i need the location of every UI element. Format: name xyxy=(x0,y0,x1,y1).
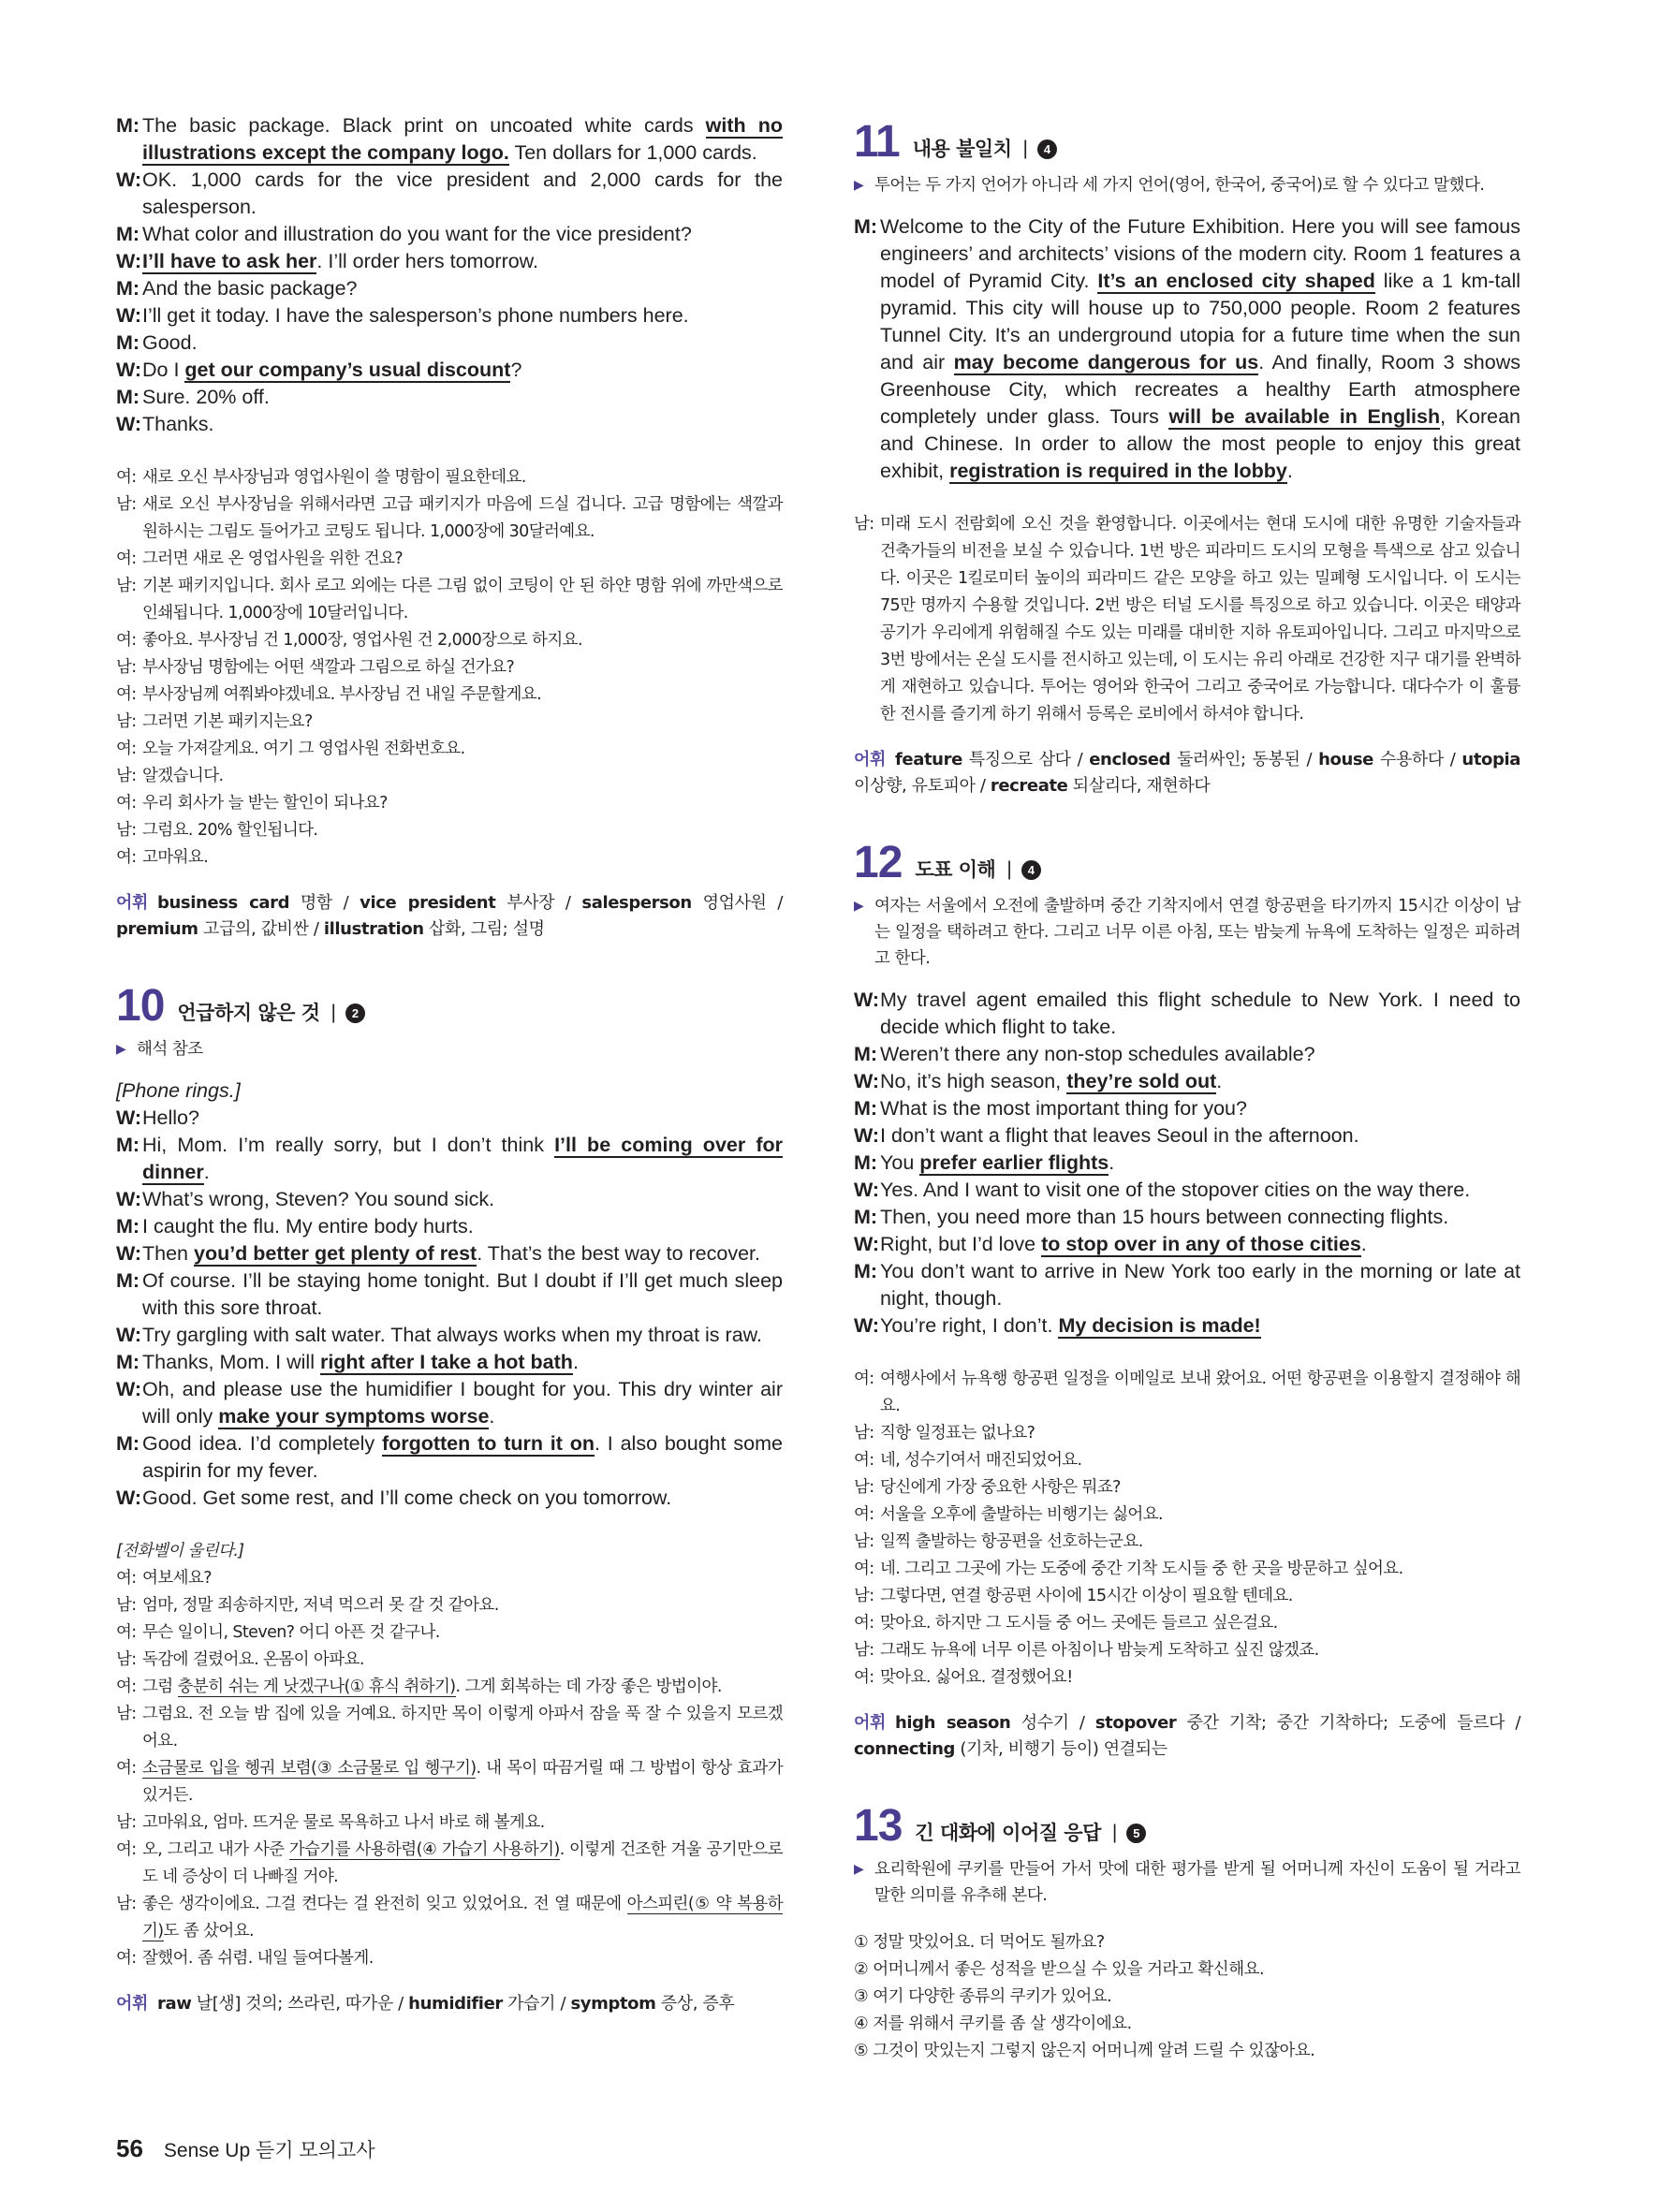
dialogue-line xyxy=(116,1105,783,1132)
line-text: What color and illustration do you want for the vice president? xyxy=(142,223,692,245)
divider: | xyxy=(330,1002,336,1023)
dialogue-line xyxy=(116,1322,783,1349)
option: ① 정말 맛있어요. 더 먹어도 될까요? xyxy=(854,1933,1105,1952)
speaker-label: 남: xyxy=(854,515,874,534)
translation-line xyxy=(854,1583,1520,1610)
speaker-label: M: xyxy=(854,215,878,238)
speaker-label: 여: xyxy=(854,1668,874,1687)
line-text: 그러면 새로 온 영업사원을 위한 건요? xyxy=(142,549,404,568)
line-text: 네. 그리고 그곳에 가는 도중에 중간 기착 도시들 중 한 곳을 방문하고 싶어요. xyxy=(880,1560,1403,1578)
speaker-label: 남: xyxy=(116,1705,137,1723)
speaker-label: W: xyxy=(116,168,142,191)
speaker-label: 남: xyxy=(854,1532,874,1551)
dialogue-line xyxy=(854,1122,1520,1150)
speaker-label: W: xyxy=(116,250,142,272)
dialogue-line xyxy=(116,1674,783,1701)
line-text: Then you’d better get plenty of rest. That’s the best way to recover. xyxy=(142,1242,760,1265)
right-column xyxy=(854,112,1520,2065)
q13-header xyxy=(854,1801,1520,1851)
line-text: Good idea. I’d completely forgotten to turn it on. I also bought some aspirin for my fever. xyxy=(142,1432,783,1482)
q12-header xyxy=(854,838,1520,887)
page-number: 56 xyxy=(116,2134,143,2162)
dialogue-line xyxy=(116,1809,783,1837)
line-text: What is the most important thing for you? xyxy=(880,1097,1247,1120)
line-text: You’re right, I don’t. My decision is made! xyxy=(880,1314,1261,1337)
speaker-label: M: xyxy=(116,1134,140,1156)
line-text: No, it’s high season, they’re sold out. xyxy=(880,1070,1223,1092)
line-text: 새로 오신 부사장님과 영업사원이 쓸 명함이 필요한데요. xyxy=(142,468,526,487)
option: ④ 저를 위해서 쿠키를 좀 살 생각이에요. xyxy=(854,2014,1132,2033)
dialogue-line xyxy=(854,1068,1520,1095)
translation-line xyxy=(116,654,783,681)
line-text: I don’t want a flight that leaves Seoul in the afternoon. xyxy=(880,1124,1359,1147)
speaker-label: M: xyxy=(854,1097,878,1120)
translation-line xyxy=(116,736,783,763)
dialogue-line xyxy=(116,1376,783,1430)
speaker-label: 여: xyxy=(116,1949,137,1968)
line-text: Of course. I’ll be staying home tonight. But I doubt if I’ll get much sleep with this sore throat. xyxy=(142,1269,783,1319)
dialogue-line xyxy=(116,1592,783,1619)
option: ③ 여기 다양한 종류의 쿠키가 있어요. xyxy=(854,1987,1112,2006)
translation-line xyxy=(116,790,783,817)
dialogue-line xyxy=(854,1177,1520,1204)
speaker-label: 남: xyxy=(116,821,137,840)
speaker-label: 여: xyxy=(116,848,137,867)
speaker-label: M: xyxy=(116,386,140,408)
line-text: I’ll get it today. I have the salesperson’s phone numbers here. xyxy=(142,304,689,327)
speaker-label: M: xyxy=(116,1432,140,1455)
q12-vocab: 어휘 high season 성수기 / stopover 중간 기착; 중간 기착하다; 도중에 들르다 / connecting (기차, 비행기 등이) 연결되는 xyxy=(854,1713,1521,1759)
line-text: What’s wrong, Steven? You sound sick. xyxy=(142,1188,495,1210)
line-text: 기본 패키지입니다. 회사 로고 외에는 다른 그림 없이 코팅이 안 된 하얀 명함 위에 까만색으로 인쇄됩니다. 1,000장에 10달러입니다. xyxy=(142,577,783,623)
speaker-label: W: xyxy=(116,1378,142,1400)
dialogue-line xyxy=(116,1267,783,1322)
line-text: Welcome to the City of the Future Exhibition. Here you will see famous engineers’ and architects’ visions of the modern city. Room 1 features a model of Pyramid City. It’s an enclosed city shaped like a 1 km-tall pyramid. This city will house up to 750,000 people. Room 2 features Tunnel City. It’s an underground utopia for a future time when the sun and air may become dangerous for us. And finally, Room 3 shows Greenhouse City, which recreates a healthy Earth atmosphere completely under glass. Tours will be available in English, Korean and Chinese. In order to allow the most people to enjoy this great exhibit, registration is required in the lobby. xyxy=(880,215,1521,482)
speaker-label: M: xyxy=(854,1043,878,1065)
q11-explanation: ▶ 투어는 두 가지 언어가 아니라 세 가지 언어(영어, 한국어, 중국어)로 할 수 있다고 말했다. xyxy=(854,172,1520,198)
line-text: Yes. And I want to visit one of the stopover cities on the way there. xyxy=(880,1179,1471,1201)
dialogue-line xyxy=(116,384,783,411)
question-title: 언급하지 않은 것 xyxy=(177,1002,320,1024)
question-number: 11 xyxy=(854,117,900,167)
line-text: 무슨 일이니, Steven? 어디 아픈 것 같구나. xyxy=(142,1623,440,1642)
speaker-label: 남: xyxy=(116,577,137,595)
dialogue-line xyxy=(854,1258,1520,1312)
dialogue-line xyxy=(116,1755,783,1809)
speaker-label: 남: xyxy=(854,1424,874,1443)
speaker-label: 여: xyxy=(854,1370,874,1388)
line-text: 오늘 가져갈게요. 여기 그 영업사원 전화번호요. xyxy=(142,740,465,758)
speaker-label: 여: xyxy=(116,1759,137,1778)
speaker-label: M: xyxy=(116,277,140,300)
line-text: 오, 그리고 내가 사준 가습기를 사용하렴(④ 가습기 사용하기). 이렇게 건조한 겨울 공기만으로도 네 증상이 더 나빠질 거야. xyxy=(142,1840,783,1886)
line-text: Weren’t there any non-stop schedules available? xyxy=(880,1043,1315,1065)
line-text: 여행사에서 뉴욕행 항공편 일정을 이메일로 보내 왔어요. 어떤 항공편을 이용할지 결정해야 해요. xyxy=(880,1370,1520,1415)
speaker-label: 남: xyxy=(116,712,137,731)
vocab-head: 어휘 xyxy=(854,750,886,769)
q10-explanation: ▶ 해석 참조 xyxy=(116,1036,783,1062)
speaker-label: 여: xyxy=(116,631,137,650)
translation-line xyxy=(854,511,1520,728)
speaker-label: W: xyxy=(116,1106,142,1129)
line-text: 서울을 오후에 출발하는 비행기는 싫어요. xyxy=(880,1505,1163,1524)
line-text: Try gargling with salt water. That always works when my throat is raw. xyxy=(142,1324,762,1346)
dialogue-line xyxy=(116,1647,783,1674)
speaker-label: W: xyxy=(854,1314,880,1337)
speaker-label: 여: xyxy=(116,740,137,758)
line-text: 그러면 기본 패키지는요? xyxy=(142,712,313,731)
speaker-label: W: xyxy=(116,1324,142,1346)
speaker-label: 여: xyxy=(116,1840,137,1859)
q11-vocab: 어휘 feature 특징으로 삼다 / enclosed 둘러싸인; 동봉된 / house 수용하다 / utopia 이상향, 유토피아 / recreate 되살리다, 재현하다 xyxy=(854,750,1521,796)
line-text: 좋아요. 부사장님 건 1,000장, 영업사원 건 2,000장으로 하지요. xyxy=(142,631,582,650)
speaker-label: W: xyxy=(854,1179,880,1201)
speaker-label: M: xyxy=(854,1206,878,1228)
speaker-label: 남: xyxy=(116,495,137,514)
question-title: 긴 대화에 이어질 응답 xyxy=(915,1822,1101,1844)
speaker-label: W: xyxy=(116,1242,142,1265)
line-text: Then, you need more than 15 hours between connecting flights. xyxy=(880,1206,1449,1228)
line-text: 우리 회사가 늘 받는 할인이 되나요? xyxy=(142,794,388,813)
dialogue-line xyxy=(116,1186,783,1213)
dialogue-line xyxy=(116,1945,783,1972)
question-number: 12 xyxy=(854,838,903,887)
translation-line xyxy=(854,1610,1520,1637)
speaker-label: 여: xyxy=(854,1505,874,1524)
line-text: 고마워요. xyxy=(142,848,209,867)
dialogue-line xyxy=(854,1150,1520,1177)
translation-line xyxy=(116,627,783,654)
option: ⑤ 그것이 맛있는지 그렇지 않은지 어머니께 알려 드릴 수 있잖아요. xyxy=(854,2042,1315,2060)
dialogue-line xyxy=(116,330,783,357)
line-text: Oh, and please use the humidifier I bought for you. This dry winter air will only make your symptoms worse. xyxy=(142,1378,783,1428)
speaker-label: M: xyxy=(116,1269,140,1292)
translation-line xyxy=(116,681,783,709)
page-footer xyxy=(116,2134,375,2163)
q13-explanation: ▶ 요리학원에 쿠키를 만들어 가서 맛에 대한 평가를 받게 될 어머니께 자신이 도움이 될 거라고 말한 의미를 유추해 본다. xyxy=(854,1856,1520,1909)
speaker-label: W: xyxy=(116,359,142,381)
speaker-label: W: xyxy=(116,1487,142,1509)
q12-explanation: ▶ 여자는 서울에서 오전에 출발하며 중간 기착지에서 연결 항공편을 타기까지 15시간 이상이 남는 일정을 택하려고 한다. 그리고 너무 이른 아침, 또는 밤늦게 뉴욕에 도착하는 일정은 피하려고 한다. xyxy=(854,893,1520,972)
q9-dialogue xyxy=(116,112,783,438)
line-text: OK. 1,000 cards for the vice president and 2,000 cards for the salesperson. xyxy=(142,168,783,218)
line-text: The basic package. Black print on uncoated white cards with no illustrations except the company logo. Ten dollars for 1,000 cards. xyxy=(142,114,783,164)
dialogue-line xyxy=(116,1349,783,1376)
line-text: 소금물로 입을 헹궈 보렴(③ 소금물로 입 헹구기). 내 목이 따끔거릴 때 그 방법이 항상 효과가 있거든. xyxy=(142,1759,783,1805)
line-text: 그럼 충분히 쉬는 게 낫겠구나(① 휴식 취하기). 그게 회복하는 데 가장 좋은 방법이야. xyxy=(142,1677,722,1696)
line-text: 그럼요. 전 오늘 밤 집에 있을 거예요. 하지만 목이 이렇게 아파서 잠을 푹 잘 수 있을지 모르겠어요. xyxy=(142,1705,783,1751)
line-text: You prefer earlier flights. xyxy=(880,1151,1115,1174)
dialogue-line xyxy=(116,1240,783,1267)
line-text: 그럼요. 20% 할인됩니다. xyxy=(142,821,318,840)
speaker-label: W: xyxy=(116,304,142,327)
line-text: Right, but I’d love to stop over in any of those cities. xyxy=(880,1233,1367,1255)
line-text: 엄마, 정말 죄송하지만, 저녁 먹으러 못 갈 것 같아요. xyxy=(142,1596,499,1615)
line-text: Hi, Mom. I’m really sorry, but I don’t think I’ll be coming over for dinner. xyxy=(142,1134,783,1183)
vocab-head: 어휘 xyxy=(854,1713,886,1733)
dialogue-line xyxy=(116,1701,783,1755)
answer-badge: 2 xyxy=(345,1003,365,1023)
speaker-label: W: xyxy=(854,1124,880,1147)
speaker-label: 여: xyxy=(116,549,137,568)
dialogue-line xyxy=(116,411,783,438)
q12-dialogue xyxy=(854,987,1520,1340)
q13-options xyxy=(854,1929,1520,2065)
dialogue-line xyxy=(116,1565,783,1592)
q9-vocab: 어휘 business card 명함 / vice president 부사장 / salesperson 영업사원 / premium 고급의, 값비싼 / illustration 삽화, 그림; 설명 xyxy=(116,893,783,939)
question-number: 10 xyxy=(116,981,165,1031)
line-text: 여보세요? xyxy=(142,1569,212,1588)
triangle-icon: ▶ xyxy=(854,178,864,193)
dialogue-line xyxy=(116,302,783,330)
dialogue-line xyxy=(116,1430,783,1485)
divider: | xyxy=(1111,1822,1118,1843)
speaker-label: 남: xyxy=(116,1813,137,1832)
left-column xyxy=(116,112,783,2017)
speaker-label: 여: xyxy=(854,1560,874,1578)
dialogue-line xyxy=(854,213,1520,485)
line-text: 네, 성수기여서 매진되었어요. xyxy=(880,1451,1082,1470)
question-number: 13 xyxy=(854,1801,903,1851)
line-text: 그렇다면, 연결 항공편 사이에 15시간 이상이 필요할 텐데요. xyxy=(880,1587,1293,1605)
dialogue-line xyxy=(854,1204,1520,1231)
translation-line xyxy=(854,1420,1520,1447)
speaker-label: W: xyxy=(854,1070,880,1092)
line-text: Do I get our company’s usual discount? xyxy=(142,359,522,381)
line-text: Good. Get some rest, and I’ll come check on you tomorrow. xyxy=(142,1487,672,1509)
line-text: 맞아요. 하지만 그 도시들 중 어느 곳에든 들르고 싶은걸요. xyxy=(880,1614,1278,1633)
speaker-label: 남: xyxy=(854,1587,874,1605)
speaker-label: W: xyxy=(116,413,142,435)
line-text: 그래도 뉴욕에 너무 이른 아침이나 밤늦게 도착하고 싶진 않겠죠. xyxy=(880,1641,1319,1660)
speaker-label: 남: xyxy=(116,767,137,785)
speaker-label: 남: xyxy=(116,1650,137,1669)
dialogue-line xyxy=(116,167,783,221)
speaker-label: 남: xyxy=(116,1895,137,1913)
translation-line xyxy=(854,1556,1520,1583)
triangle-icon: ▶ xyxy=(854,1862,864,1877)
speaker-label: M: xyxy=(116,331,140,354)
q12-translation xyxy=(854,1366,1520,1692)
speaker-label: W: xyxy=(116,1188,142,1210)
line-text: Good. xyxy=(142,331,198,354)
q10-header xyxy=(116,981,783,1031)
q11-dialogue xyxy=(854,213,1520,485)
line-text: I’ll have to ask her. I’ll order hers tomorrow. xyxy=(142,250,538,272)
speaker-label: M: xyxy=(116,1215,140,1238)
line-text: I caught the flu. My entire body hurts. xyxy=(142,1215,474,1238)
line-text: 미래 도시 전람회에 오신 것을 환영합니다. 이곳에서는 현대 도시에 대한 유명한 기술자들과 건축가들의 비전을 보실 수 있습니다. 1번 방은 피라미드 도시의 모형을 특색으로 삼고 있습니다. 이곳은 1킬로미터 높이의 피라미드 같은 모양을 하고 있는 밀폐형 도시입니다. 이 도시는 75만 명까지 수용할 것입니다. 2번 방은 터널 도시를 특징으로 하고 있습니다. 이곳은 태양과 공기가 우리에게 위험해질 수도 있는 미래를 대비한 지하 유토피아입니다. 그리고 마지막으로 3번 방에서는 온실 도시를 전시하고 있는데, 이 도시는 유리 아래로 건강한 지구 대기를 완벽하게 재현하고 있습니다. 투어는 영어와 한국어 그리고 중국어로 가능합니다. 대다수가 이 훌륭한 전시를 즐기게 하기 위해서 등록은 로비에서 하셔야 합니다. xyxy=(880,515,1520,724)
line-text: And the basic package? xyxy=(142,277,358,300)
dialogue-line xyxy=(854,1041,1520,1068)
translation-line xyxy=(116,709,783,736)
book-title: Sense Up 듣기 모의고사 xyxy=(163,2140,375,2161)
line-text: Thanks. xyxy=(142,413,214,435)
translation-line xyxy=(854,1637,1520,1664)
translation-line xyxy=(854,1447,1520,1474)
translation-line xyxy=(854,1529,1520,1556)
speaker-label: 여: xyxy=(116,468,137,487)
dialogue-line xyxy=(854,1312,1520,1340)
speaker-label: 여: xyxy=(116,1569,137,1588)
dialogue-line xyxy=(116,357,783,384)
speaker-label: M: xyxy=(116,114,140,137)
vocab-head: 어휘 xyxy=(116,1994,148,2014)
dialogue-line xyxy=(116,1619,783,1647)
stage-direction: [전화벨이 울린다.] xyxy=(116,1542,244,1560)
line-text: 부사장님 명함에는 어떤 색깔과 그림으로 하실 건가요? xyxy=(142,658,515,677)
speaker-label: M: xyxy=(116,223,140,245)
line-text: 알겠습니다. xyxy=(142,767,224,785)
line-text: Thanks, Mom. I will right after I take a hot bath. xyxy=(142,1351,579,1373)
q10-vocab: 어휘 raw 날[생] 것의; 쓰라린, 따가운 / humidifier 가습기 / symptom 증상, 증후 xyxy=(116,1994,735,2014)
question-title: 도표 이해 xyxy=(915,858,996,881)
dialogue-line xyxy=(854,1095,1520,1122)
speaker-label: 여: xyxy=(854,1614,874,1633)
triangle-icon: ▶ xyxy=(854,899,864,914)
translation-line xyxy=(854,1664,1520,1692)
speaker-label: 남: xyxy=(116,1596,137,1615)
dialogue-line xyxy=(116,1132,783,1186)
speaker-label: W: xyxy=(854,989,880,1011)
speaker-label: M: xyxy=(854,1151,878,1174)
dialogue-line xyxy=(116,221,783,248)
line-text: My travel agent emailed this flight schedule to New York. I need to decide which flight to take. xyxy=(880,989,1520,1038)
dialogue-line xyxy=(116,112,783,167)
translation-line xyxy=(116,817,783,844)
line-text: 일찍 출발하는 항공편을 선호하는군요. xyxy=(880,1532,1143,1551)
translation-line xyxy=(116,844,783,872)
dialogue-line xyxy=(116,1485,783,1512)
dialogue-line xyxy=(116,1891,783,1945)
dialogue-line xyxy=(116,248,783,275)
option: ② 어머니께서 좋은 성적을 받으실 수 있을 거라고 확신해요. xyxy=(854,1960,1265,1979)
speaker-label: 여: xyxy=(116,1677,137,1696)
translation-line xyxy=(854,1366,1520,1420)
answer-badge: 4 xyxy=(1037,139,1057,159)
line-text: 독감에 걸렸어요. 온몸이 아파요. xyxy=(142,1650,364,1669)
divider: | xyxy=(1022,138,1028,159)
dialogue-line xyxy=(854,987,1520,1041)
line-text: 좋은 생각이에요. 그걸 켠다는 걸 완전히 잊고 있었어요. 전 열 때문에 아스피린(⑤ 약 복용하기)도 좀 샀어요. xyxy=(142,1895,784,1941)
line-text: 당신에게 가장 중요한 사항은 뭐죠? xyxy=(880,1478,1121,1497)
translation-line xyxy=(116,491,783,546)
q11-translation xyxy=(854,511,1520,728)
line-text: 직항 일정표는 없나요? xyxy=(880,1424,1035,1443)
triangle-icon: ▶ xyxy=(116,1042,126,1057)
translation-line xyxy=(116,464,783,491)
speaker-label: M: xyxy=(854,1260,878,1282)
vocab-head: 어휘 xyxy=(116,893,148,913)
line-text: You don’t want to arrive in New York too early in the morning or late at night, though. xyxy=(880,1260,1520,1310)
speaker-label: 남: xyxy=(116,658,137,677)
answer-badge: 4 xyxy=(1021,860,1041,880)
dialogue-line xyxy=(116,275,783,302)
translation-line xyxy=(116,573,783,627)
speaker-label: M: xyxy=(116,1351,140,1373)
translation-line xyxy=(854,1474,1520,1502)
stage-direction: [Phone rings.] xyxy=(116,1079,241,1102)
translation-line xyxy=(116,546,783,573)
speaker-label: 남: xyxy=(854,1478,874,1497)
line-text: 부사장님께 여쭤봐야겠네요. 부사장님 건 내일 주문할게요. xyxy=(142,685,542,704)
speaker-label: 여: xyxy=(116,1623,137,1642)
speaker-label: 여: xyxy=(854,1451,874,1470)
q9-translation xyxy=(116,464,783,872)
line-text: Hello? xyxy=(142,1106,199,1129)
dialogue-line xyxy=(854,1231,1520,1258)
q11-header xyxy=(854,117,1520,167)
divider: | xyxy=(1006,858,1012,880)
q10-translation xyxy=(116,1538,783,1972)
line-text: 맞아요. 싫어요. 결정했어요! xyxy=(880,1668,1073,1687)
dialogue-line xyxy=(116,1837,783,1891)
line-text: 잘했어. 좀 쉬렴. 내일 들여다볼게. xyxy=(142,1949,374,1968)
speaker-label: 여: xyxy=(116,685,137,704)
q10-dialogue xyxy=(116,1077,783,1512)
speaker-label: 여: xyxy=(116,794,137,813)
translation-line xyxy=(854,1502,1520,1529)
line-text: Sure. 20% off. xyxy=(142,386,270,408)
translation-line xyxy=(116,763,783,790)
speaker-label: 남: xyxy=(854,1641,874,1660)
speaker-label: W: xyxy=(854,1233,880,1255)
question-title: 내용 불일치 xyxy=(912,138,1012,160)
answer-badge: 5 xyxy=(1126,1824,1146,1843)
dialogue-line xyxy=(116,1213,783,1240)
line-text: 고마워요, 엄마. 뜨거운 물로 목욕하고 나서 바로 해 볼게요. xyxy=(142,1813,545,1832)
line-text: 새로 오신 부사장님을 위해서라면 고급 패키지가 마음에 드실 겁니다. 고급 명함에는 색깔과 원하시는 그림도 들어가고 코팅도 됩니다. 1,000장에 30달러예요. xyxy=(142,495,783,541)
